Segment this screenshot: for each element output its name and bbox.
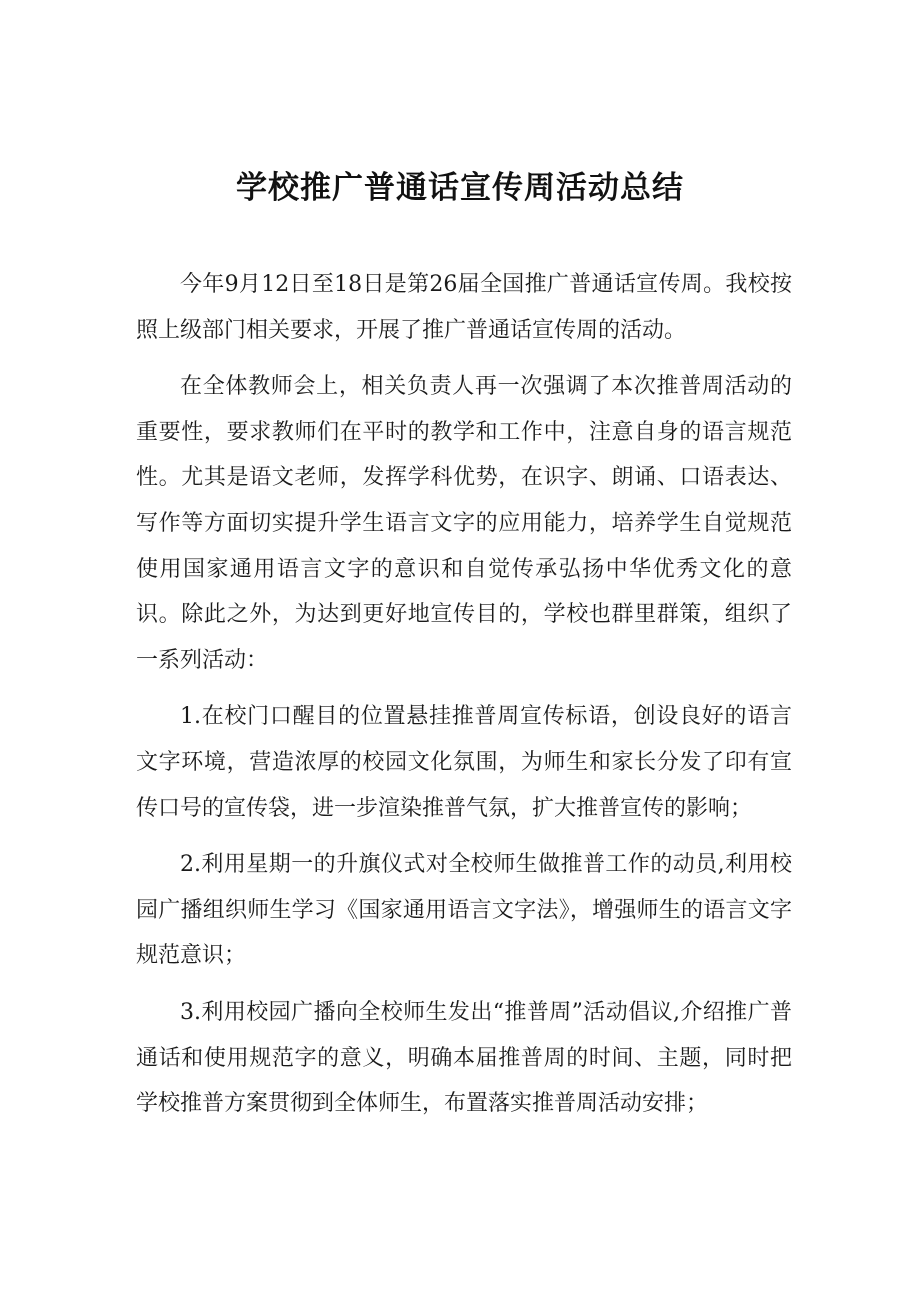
paragraph-item-2: 2.利用星期一的升旗仪式对全校师生做推普工作的动员,利用校园广播组织师生学习《国家通用语言文字法》，增强师生的语言文字规范意识； <box>136 852 792 969</box>
paragraph-teacher-meeting: 在全体教师会上，相关负责人再一次强调了本次推普周活动的重要性，要求教师们在平时的教学和工作中，注意自身的语言规范性。尤其是语文老师，发挥学科优势，在识字、朗诵、口语表达、写作等方面切实提升学生语言文字的应用能力，培养学生自觉规范使用国家通用语言文字的意识和自觉传承弘扬中华优秀文化的意识。除此之外，为达到更好地宣传目的，学校也群里群策，组织了一系列活动： <box>136 374 792 673</box>
paragraph-item-3: 3.利用校园广播向全校师生发出“推普周”活动倡议,介绍推广普通话和使用规范字的意义，明确本届推普周的时间、主题，同时把学校推普方案贯彻到全体师生，布置落实推普周活动安排； <box>136 999 792 1117</box>
document-body <box>136 262 792 1127</box>
paragraph-intro: 今年9月12日至18日是第26届全国推广普通话宣传周。我校按照上级部门相关要求，开展了推广普通话宣传周的活动。 <box>136 272 792 343</box>
paragraph-item-1: 1.在校门口醒目的位置悬挂推普周宣传标语，创设良好的语言文字环境，营造浓厚的校园文化氛围，为师生和家长分发了印有宣传口号的宣传袋，进一步渲染推普气氛，扩大推普宣传的影响； <box>136 704 792 821</box>
document-title: 学校推广普通话宣传周活动总结 <box>236 170 684 206</box>
